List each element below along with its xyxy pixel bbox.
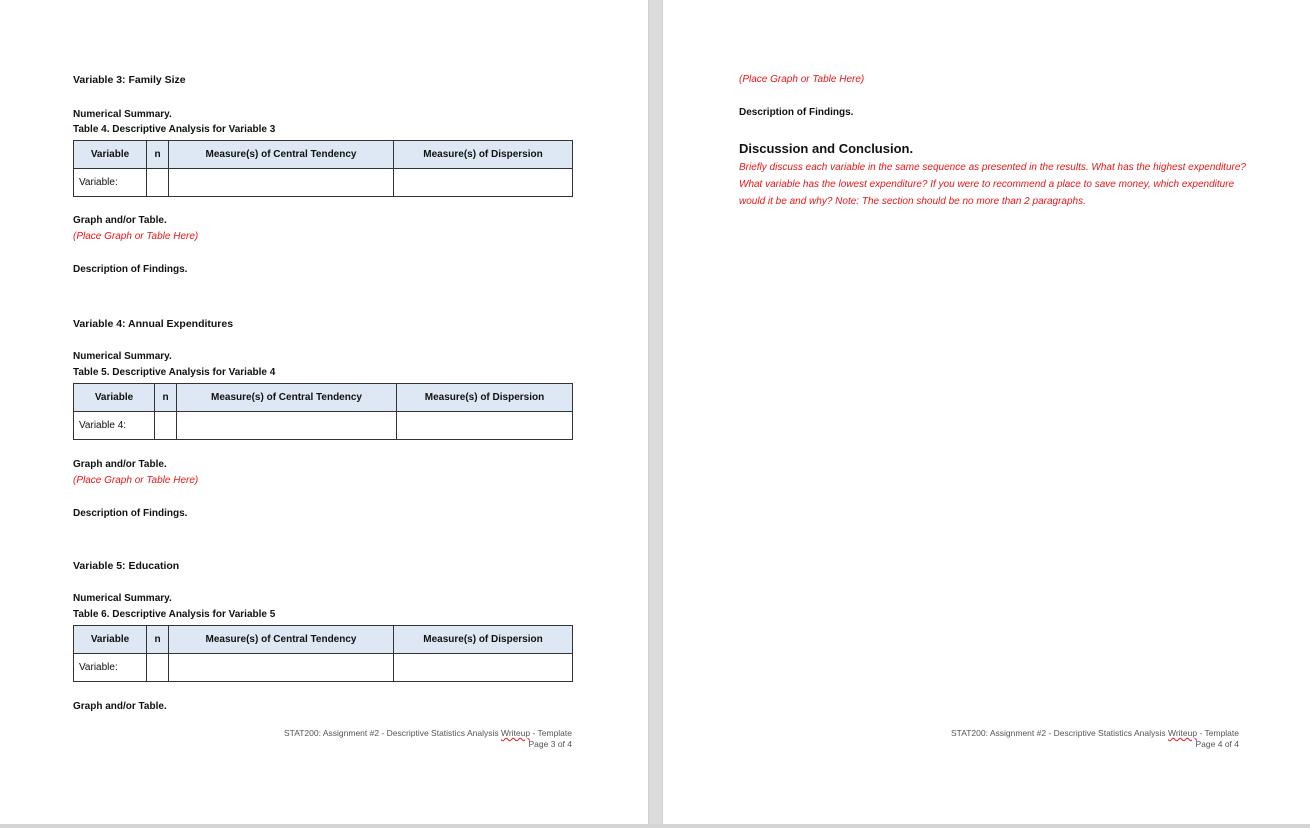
column-header-n: n [147, 626, 169, 654]
table-cell-central-tendency[interactable] [177, 412, 397, 440]
table-row [74, 169, 573, 197]
table-4 [73, 140, 573, 197]
table-cell-dispersion[interactable] [394, 654, 573, 682]
footer-title-suffix: - Template [530, 728, 572, 738]
variable-4-heading: Variable 4: Annual Expenditures [73, 318, 234, 330]
findings-label: Description of Findings. [739, 107, 854, 118]
table-6-caption: Table 6. Descriptive Analysis for Variable 5 [73, 609, 276, 620]
window-bottom-edge [0, 824, 1310, 828]
table-cell-n[interactable] [147, 169, 169, 197]
numerical-summary-label: Numerical Summary. [73, 109, 172, 120]
footer-title-misspelled-word[interactable]: Writeup [500, 728, 531, 738]
footer-title-prefix: STAT200: Assignment #2 - Descriptive Statistics Analysis [950, 728, 1168, 738]
table-cell-n[interactable] [147, 654, 169, 682]
table-cell-variable[interactable]: Variable: [74, 654, 147, 682]
graph-placeholder[interactable]: (Place Graph or Table Here) [73, 475, 199, 486]
column-header-dispersion: Measure(s) of Dispersion [397, 384, 573, 412]
page-footer [200, 728, 572, 750]
column-header-central-tendency: Measure(s) of Central Tendency [177, 384, 397, 412]
variable-3-heading: Variable 3: Family Size [73, 74, 186, 86]
graph-label: Graph and/or Table. [73, 215, 167, 226]
graph-placeholder[interactable]: (Place Graph or Table Here) [739, 74, 865, 85]
table-row [74, 654, 573, 682]
table-row [74, 412, 573, 440]
column-header-n: n [155, 384, 177, 412]
footer-page-number: Page 4 of 4 [1195, 739, 1239, 749]
footer-title-misspelled-word[interactable]: Writeup [1167, 728, 1198, 738]
footer-title-prefix: STAT200: Assignment #2 - Descriptive Statistics Analysis [283, 728, 501, 738]
column-header-variable: Variable [74, 384, 155, 412]
table-cell-central-tendency[interactable] [169, 654, 394, 682]
table-cell-n[interactable] [155, 412, 177, 440]
footer-title [200, 728, 572, 739]
document-page-3 [0, 0, 648, 828]
document-page-4 [663, 0, 1310, 828]
table-cell-variable[interactable]: Variable 4: [74, 412, 155, 440]
column-header-n: n [147, 141, 169, 169]
numerical-summary-label: Numerical Summary. [73, 351, 172, 362]
column-header-central-tendency: Measure(s) of Central Tendency [169, 626, 394, 654]
graph-label: Graph and/or Table. [73, 459, 167, 470]
graph-placeholder[interactable]: (Place Graph or Table Here) [73, 231, 199, 242]
table-cell-variable[interactable]: Variable: [74, 169, 147, 197]
table-5 [73, 383, 573, 440]
table-6 [73, 625, 573, 682]
table-4-caption: Table 4. Descriptive Analysis for Variable 3 [73, 124, 276, 135]
discussion-heading: Discussion and Conclusion. [739, 141, 914, 156]
findings-label: Description of Findings. [73, 508, 188, 519]
table-5-caption: Table 5. Descriptive Analysis for Variable 4 [73, 367, 276, 378]
table-cell-dispersion[interactable] [397, 412, 573, 440]
column-header-dispersion: Measure(s) of Dispersion [394, 626, 573, 654]
discussion-instructions[interactable]: Briefly discuss each variable in the same sequence as presented in the results. What has the highest expenditure? What variable has the lowest expenditure? If you were to recommend a place to save money, which expenditure would it be and why? Note: The section should be no more than 2 paragraphs. [739, 162, 1246, 207]
column-header-dispersion: Measure(s) of Dispersion [394, 141, 573, 169]
page-gutter [648, 0, 663, 828]
footer-title [863, 728, 1239, 739]
findings-label: Description of Findings. [73, 264, 188, 275]
variable-5-heading: Variable 5: Education [73, 560, 180, 572]
table-cell-central-tendency[interactable] [169, 169, 394, 197]
page-footer [863, 728, 1239, 750]
column-header-variable: Variable [74, 626, 147, 654]
graph-label: Graph and/or Table. [73, 701, 167, 712]
table-cell-dispersion[interactable] [394, 169, 573, 197]
column-header-central-tendency: Measure(s) of Central Tendency [169, 141, 394, 169]
footer-title-suffix: - Template [1197, 728, 1239, 738]
column-header-variable: Variable [74, 141, 147, 169]
footer-page-number: Page 3 of 4 [528, 739, 572, 749]
numerical-summary-label: Numerical Summary. [73, 593, 172, 604]
